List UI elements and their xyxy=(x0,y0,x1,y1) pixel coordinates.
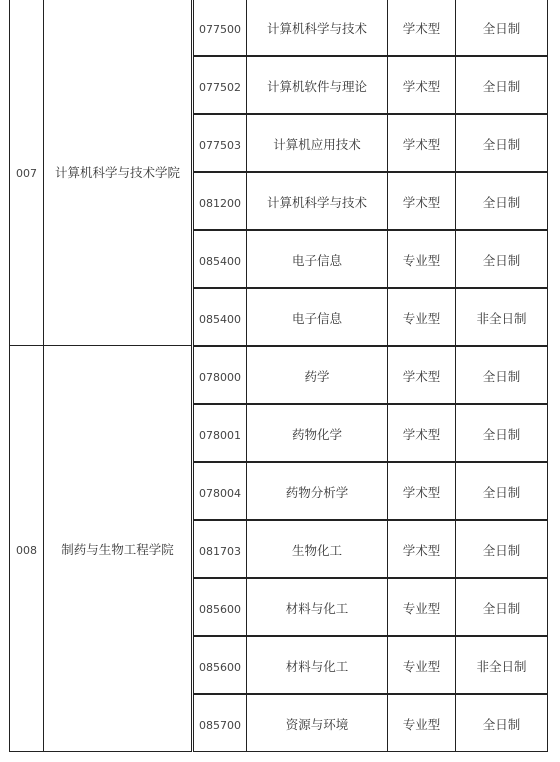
study-mode-cell xyxy=(455,578,548,636)
degree-type: 学术型 xyxy=(402,78,441,94)
major-name: 材料与化工 xyxy=(285,658,349,674)
major-name: 计算机软件与理论 xyxy=(266,78,367,94)
department-code-cell xyxy=(9,0,43,346)
study-mode-cell xyxy=(455,230,548,288)
program-code-cell xyxy=(193,404,246,462)
degree-type-cell xyxy=(387,462,455,520)
study-mode: 全日制 xyxy=(482,542,521,558)
major-name-cell xyxy=(246,462,387,520)
department-name: 制药与生物工程学院 xyxy=(61,542,174,557)
program-code-cell xyxy=(193,172,246,230)
degree-type: 学术型 xyxy=(402,484,441,500)
program-code-cell xyxy=(193,346,246,404)
major-name: 计算机科学与技术 xyxy=(266,20,367,36)
program-code-cell xyxy=(193,462,246,520)
program-code: 077500 xyxy=(199,22,241,36)
program-code-cell xyxy=(193,230,246,288)
department-name-cell xyxy=(43,0,192,346)
degree-type: 学术型 xyxy=(402,20,441,36)
program-code: 085600 xyxy=(199,660,241,674)
major-name-cell xyxy=(246,114,387,172)
study-mode-cell xyxy=(455,520,548,578)
department-name-cell xyxy=(43,346,192,752)
degree-type-cell xyxy=(387,288,455,346)
major-name-cell xyxy=(246,346,387,404)
major-name: 计算机科学与技术 xyxy=(266,194,367,210)
degree-type: 学术型 xyxy=(402,426,441,442)
table-row xyxy=(9,346,548,404)
table-row xyxy=(9,0,548,56)
study-mode-cell xyxy=(455,636,548,694)
degree-type-cell xyxy=(387,346,455,404)
study-mode: 全日制 xyxy=(482,20,521,36)
major-name: 生物化工 xyxy=(291,542,342,558)
study-mode-cell xyxy=(455,694,548,752)
degree-type-cell xyxy=(387,56,455,114)
study-mode: 全日制 xyxy=(482,368,521,384)
major-name-cell xyxy=(246,56,387,114)
study-mode-cell xyxy=(455,404,548,462)
degree-type: 专业型 xyxy=(402,252,441,268)
degree-type: 学术型 xyxy=(402,194,441,210)
major-name: 资源与环境 xyxy=(285,716,349,732)
degree-type-cell xyxy=(387,694,455,752)
major-name: 药物分析学 xyxy=(285,484,349,500)
program-code: 078000 xyxy=(199,370,241,384)
program-code: 085700 xyxy=(199,718,241,732)
major-name: 电子信息 xyxy=(291,252,342,268)
program-code: 077502 xyxy=(199,80,241,94)
department-name: 计算机科学与技术学院 xyxy=(54,165,180,180)
study-mode: 全日制 xyxy=(482,78,521,94)
department-code: 008 xyxy=(16,544,37,557)
program-code: 078004 xyxy=(199,486,241,500)
program-code-cell xyxy=(193,578,246,636)
study-mode: 全日制 xyxy=(482,194,521,210)
degree-type-cell xyxy=(387,520,455,578)
degree-type: 专业型 xyxy=(402,716,441,732)
program-code: 085400 xyxy=(199,254,241,268)
major-name: 药物化学 xyxy=(291,426,342,442)
major-name-cell xyxy=(246,520,387,578)
degree-type-cell xyxy=(387,404,455,462)
degree-type-cell xyxy=(387,636,455,694)
major-name: 计算机应用技术 xyxy=(273,136,361,152)
major-name-cell xyxy=(246,172,387,230)
study-mode: 全日制 xyxy=(482,136,521,152)
degree-type: 专业型 xyxy=(402,600,441,616)
major-name-cell xyxy=(246,230,387,288)
program-code-cell xyxy=(193,520,246,578)
program-code: 085600 xyxy=(199,602,241,616)
program-code: 085400 xyxy=(199,312,241,326)
degree-type: 学术型 xyxy=(402,368,441,384)
major-name-cell xyxy=(246,288,387,346)
study-mode: 非全日制 xyxy=(476,310,527,326)
program-code: 078001 xyxy=(199,428,241,442)
degree-type-cell xyxy=(387,114,455,172)
study-mode-cell xyxy=(455,114,548,172)
program-table-container xyxy=(9,0,548,752)
degree-type-cell xyxy=(387,172,455,230)
major-name-cell xyxy=(246,578,387,636)
study-mode: 全日制 xyxy=(482,600,521,616)
program-code: 077503 xyxy=(199,138,241,152)
degree-type: 学术型 xyxy=(402,542,441,558)
degree-type-cell xyxy=(387,230,455,288)
study-mode-cell xyxy=(455,56,548,114)
major-name: 电子信息 xyxy=(291,310,342,326)
study-mode-cell xyxy=(455,288,548,346)
degree-type: 学术型 xyxy=(402,136,441,152)
program-code-cell xyxy=(193,636,246,694)
degree-type-cell xyxy=(387,0,455,56)
study-mode-cell xyxy=(455,172,548,230)
study-mode-cell xyxy=(455,0,548,56)
program-code-cell xyxy=(193,288,246,346)
study-mode-cell xyxy=(455,346,548,404)
program-code: 081200 xyxy=(199,196,241,210)
major-name-cell xyxy=(246,404,387,462)
study-mode: 全日制 xyxy=(482,484,521,500)
major-name: 材料与化工 xyxy=(285,600,349,616)
program-code-cell xyxy=(193,0,246,56)
program-code-cell xyxy=(193,56,246,114)
program-code: 081703 xyxy=(199,544,241,558)
study-mode: 非全日制 xyxy=(476,658,527,674)
study-mode: 全日制 xyxy=(482,716,521,732)
program-code-cell xyxy=(193,114,246,172)
degree-type: 专业型 xyxy=(402,658,441,674)
major-name-cell xyxy=(246,636,387,694)
program-table xyxy=(9,0,548,752)
study-mode: 全日制 xyxy=(482,426,521,442)
study-mode: 全日制 xyxy=(482,252,521,268)
major-name: 药学 xyxy=(304,368,330,384)
degree-type-cell xyxy=(387,578,455,636)
degree-type: 专业型 xyxy=(402,310,441,326)
study-mode-cell xyxy=(455,462,548,520)
major-name-cell xyxy=(246,694,387,752)
department-code-cell xyxy=(9,346,43,752)
department-code: 007 xyxy=(16,167,37,180)
program-code-cell xyxy=(193,694,246,752)
major-name-cell xyxy=(246,0,387,56)
